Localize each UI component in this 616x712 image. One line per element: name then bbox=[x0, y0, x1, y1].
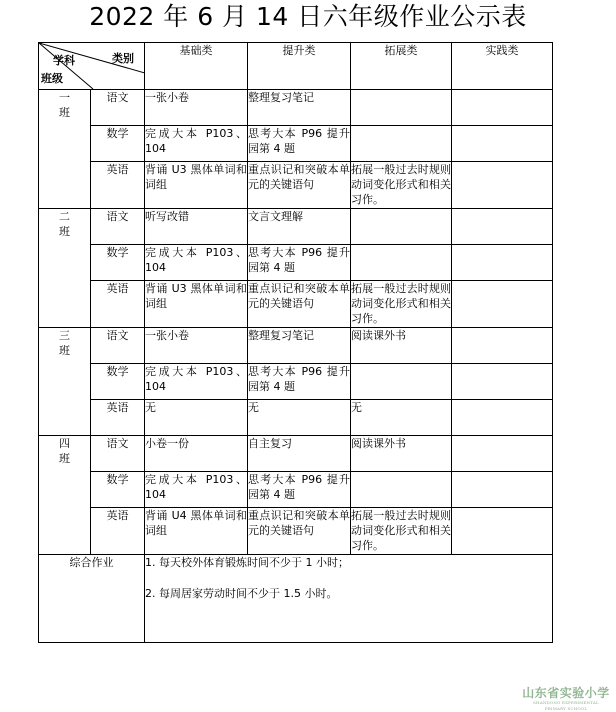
homework-cell-practice bbox=[452, 508, 553, 555]
homework-cell-basic: 背诵 U3 黑体单词和词组 bbox=[145, 281, 248, 328]
subject-cell: 数学 bbox=[91, 472, 145, 508]
homework-table bbox=[38, 42, 553, 643]
homework-cell-practice bbox=[452, 364, 553, 400]
subject-cell: 数学 bbox=[91, 364, 145, 400]
school-logo bbox=[522, 686, 610, 712]
column-header-improve: 提升类 bbox=[248, 43, 351, 90]
homework-cell-improve: 无 bbox=[248, 400, 351, 436]
table-row bbox=[39, 508, 553, 555]
page-title: 2022 年 6 月 14 日六年级作业公示表 bbox=[89, 2, 527, 31]
homework-cell-improve: 思考大本 P96 提升园第 4 题 bbox=[248, 364, 351, 400]
table-row bbox=[39, 162, 553, 209]
homework-cell-improve: 自主复习 bbox=[248, 436, 351, 472]
header-row bbox=[39, 43, 553, 90]
column-header-extend: 拓展类 bbox=[351, 43, 452, 90]
class-name-cell: 三 班 bbox=[39, 328, 91, 436]
comprehensive-label: 综合作业 bbox=[39, 555, 145, 643]
homework-cell-extend bbox=[351, 472, 452, 508]
homework-cell-improve: 整理复习笔记 bbox=[248, 328, 351, 364]
class-name-cell: 二 班 bbox=[39, 209, 91, 328]
table-row bbox=[39, 281, 553, 328]
homework-cell-practice bbox=[452, 90, 553, 126]
homework-cell-basic: 无 bbox=[145, 400, 248, 436]
table-row bbox=[39, 400, 553, 436]
table-row bbox=[39, 209, 553, 245]
homework-cell-extend bbox=[351, 245, 452, 281]
subject-cell: 语文 bbox=[91, 436, 145, 472]
homework-cell-improve: 整理复习笔记 bbox=[248, 90, 351, 126]
table-row bbox=[39, 328, 553, 364]
table-row bbox=[39, 472, 553, 508]
homework-cell-basic: 完成大本 P103、104 bbox=[145, 126, 248, 162]
homework-cell-improve: 思考大本 P96 提升园第 4 题 bbox=[248, 472, 351, 508]
homework-cell-extend bbox=[351, 90, 452, 126]
homework-cell-extend: 拓展一般过去时规则动词变化形式和相关习作。 bbox=[351, 281, 452, 328]
logo-name: 山东省实验小学 bbox=[522, 686, 610, 700]
homework-cell-practice bbox=[452, 126, 553, 162]
class-name-cell: 四 班 bbox=[39, 436, 91, 555]
subject-cell: 数学 bbox=[91, 245, 145, 281]
table-row bbox=[39, 90, 553, 126]
class-name-cell: 一 班 bbox=[39, 90, 91, 209]
homework-cell-improve: 文言文理解 bbox=[248, 209, 351, 245]
comprehensive-item: 2. 每周居家劳动时间不少于 1.5 小时。 bbox=[145, 587, 338, 600]
homework-cell-extend: 拓展一般过去时规则动词变化形式和相关习作。 bbox=[351, 162, 452, 209]
subject-cell: 英语 bbox=[91, 162, 145, 209]
corner-class-label: 班级 bbox=[41, 72, 63, 85]
homework-cell-basic: 完成大本 P103、104 bbox=[145, 245, 248, 281]
subject-cell: 语文 bbox=[91, 209, 145, 245]
table-row bbox=[39, 364, 553, 400]
homework-cell-practice bbox=[452, 400, 553, 436]
homework-cell-improve: 重点识记和突破本单元的关键语句 bbox=[248, 162, 351, 209]
subject-cell: 英语 bbox=[91, 400, 145, 436]
subject-cell: 英语 bbox=[91, 281, 145, 328]
table-body bbox=[39, 90, 553, 643]
homework-cell-basic: 背诵 U3 黑体单词和词组 bbox=[145, 162, 248, 209]
column-header-basic: 基础类 bbox=[145, 43, 248, 90]
table-row bbox=[39, 245, 553, 281]
corner-cell bbox=[39, 43, 145, 90]
comprehensive-row bbox=[39, 555, 553, 643]
homework-cell-basic: 一张小卷 bbox=[145, 90, 248, 126]
table-row bbox=[39, 126, 553, 162]
subject-cell: 英语 bbox=[91, 508, 145, 555]
homework-cell-improve: 思考大本 P96 提升园第 4 题 bbox=[248, 126, 351, 162]
homework-cell-improve: 重点识记和突破本单元的关键语句 bbox=[248, 508, 351, 555]
homework-cell-basic: 一张小卷 bbox=[145, 328, 248, 364]
column-header-practice: 实践类 bbox=[452, 43, 553, 90]
homework-cell-practice bbox=[452, 209, 553, 245]
table-row bbox=[39, 436, 553, 472]
homework-cell-practice bbox=[452, 472, 553, 508]
homework-cell-improve: 重点识记和突破本单元的关键语句 bbox=[248, 281, 351, 328]
corner-type-label: 类别 bbox=[112, 52, 134, 65]
homework-cell-basic: 完成大本 P103、104 bbox=[145, 472, 248, 508]
homework-cell-practice bbox=[452, 281, 553, 328]
homework-cell-practice bbox=[452, 162, 553, 209]
logo-subtitle: SHANDONG EXPERIMENTAL PRIMARY SCHOOL bbox=[533, 700, 599, 711]
comprehensive-content bbox=[145, 555, 553, 643]
subject-cell: 语文 bbox=[91, 90, 145, 126]
corner-subject-label: 学科 bbox=[53, 54, 75, 67]
subject-cell: 语文 bbox=[91, 328, 145, 364]
homework-cell-basic: 听写改错 bbox=[145, 209, 248, 245]
homework-cell-extend bbox=[351, 126, 452, 162]
homework-cell-basic: 完成大本 P103、104 bbox=[145, 364, 248, 400]
homework-cell-extend: 拓展一般过去时规则动词变化形式和相关习作。 bbox=[351, 508, 452, 555]
homework-cell-extend: 无 bbox=[351, 400, 452, 436]
subject-cell: 数学 bbox=[91, 126, 145, 162]
homework-cell-improve: 思考大本 P96 提升园第 4 题 bbox=[248, 245, 351, 281]
comprehensive-item: 1. 每天校外体育锻炼时间不少于 1 小时； bbox=[145, 556, 349, 569]
homework-cell-practice bbox=[452, 328, 553, 364]
homework-cell-extend: 阅读课外书 bbox=[351, 328, 452, 364]
homework-cell-practice bbox=[452, 436, 553, 472]
homework-cell-extend: 阅读课外书 bbox=[351, 436, 452, 472]
homework-cell-basic: 小卷一份 bbox=[145, 436, 248, 472]
homework-cell-extend bbox=[351, 364, 452, 400]
homework-cell-extend bbox=[351, 209, 452, 245]
homework-cell-practice bbox=[452, 245, 553, 281]
homework-cell-basic: 背诵 U4 黑体单词和词组 bbox=[145, 508, 248, 555]
